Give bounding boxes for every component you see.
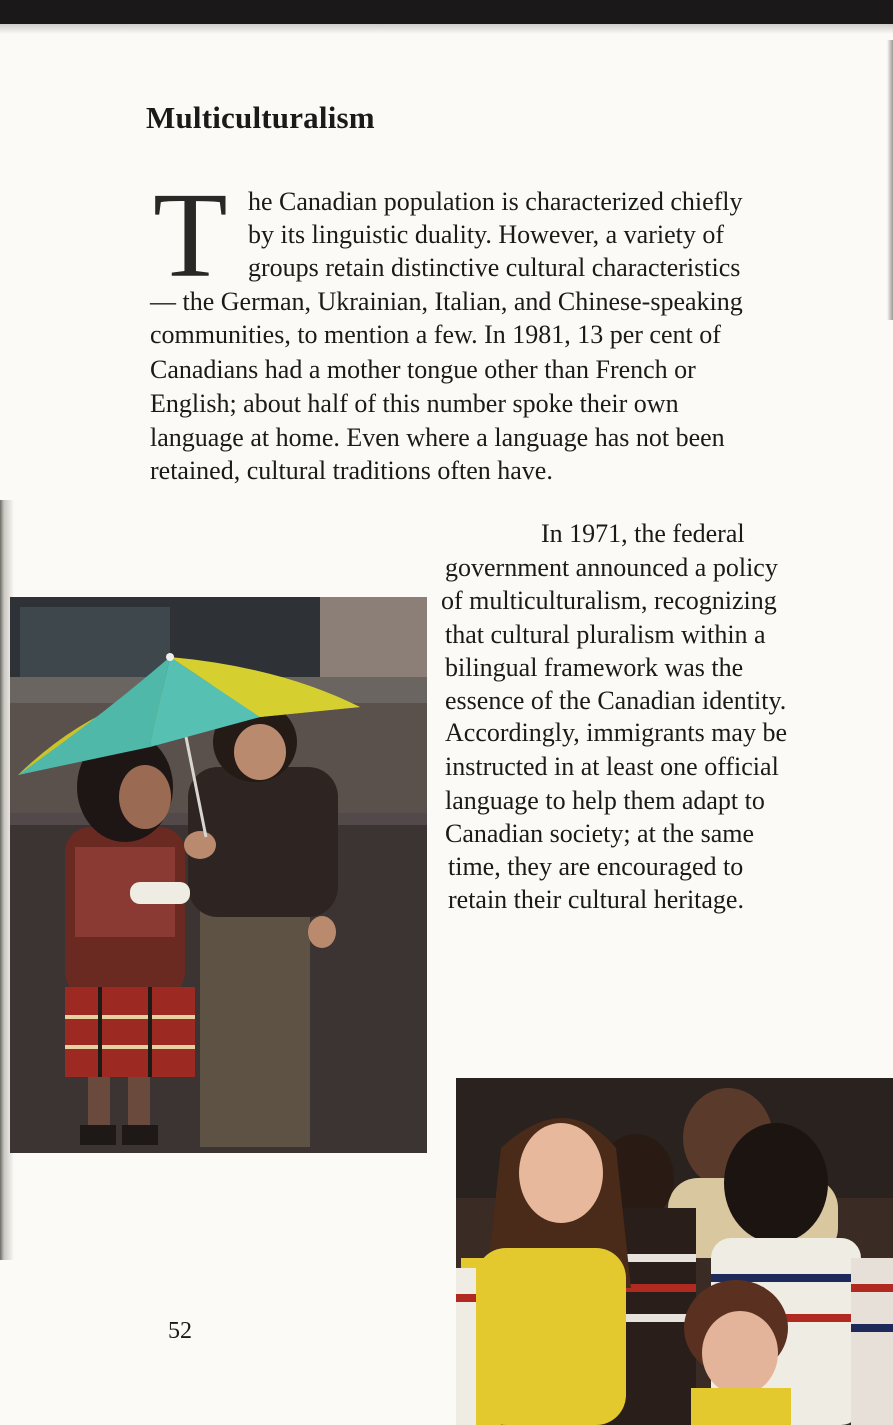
paragraph-line: language at home. Even where a language has not been — [150, 423, 725, 452]
drop-cap: T — [153, 168, 228, 303]
paragraph-line: government announced a policy — [445, 553, 778, 582]
paragraph-line: Canadians had a mother tongue other than French or — [150, 355, 696, 384]
page-top-edge — [0, 0, 893, 24]
paragraph-line: he Canadian population is characterized chiefly — [248, 187, 743, 216]
paragraph-line: In 1971, the federal — [541, 519, 745, 548]
page-number: 52 — [168, 1318, 192, 1344]
paragraph-line: that cultural pluralism within a — [445, 620, 766, 649]
paragraph-line: English; about half of this number spoke their own — [150, 389, 679, 418]
page-top-shadow — [0, 24, 893, 34]
paragraph-line: retain their cultural heritage. — [448, 885, 744, 914]
paragraph-line: language to help them adapt to — [445, 786, 765, 815]
paragraph-line: Accordingly, immigrants may be — [445, 718, 788, 747]
paragraph-line: instructed in at least one official — [445, 752, 779, 781]
paragraph-line: Canadian society; at the same — [445, 819, 755, 848]
paragraph-line: time, they are encouraged to — [448, 852, 744, 881]
children-umbrella-illustration — [10, 597, 427, 1153]
group-children-illustration — [456, 1078, 893, 1425]
group-children-photo — [456, 1078, 893, 1425]
paragraph-line: bilingual framework was the — [445, 653, 744, 682]
paragraph-line: retained, cultural traditions often have. — [150, 456, 553, 485]
paragraph-line: of multiculturalism, recognizing — [441, 586, 777, 615]
paragraph-line: — the German, Ukrainian, Italian, and Chinese-speaking — [150, 287, 743, 316]
paragraph-line: groups retain distinctive cultural characteristics — [248, 253, 741, 282]
paragraph-line: communities, to mention a few. In 1981, 13 per cent of — [150, 320, 721, 349]
paragraph-line: essence of the Canadian identity. — [445, 686, 787, 715]
page-right-edge — [887, 40, 893, 320]
page-title: Multiculturalism — [146, 100, 375, 135]
paragraph-line: by its linguistic duality. However, a variety of — [248, 220, 724, 249]
children-umbrella-photo — [10, 597, 427, 1153]
